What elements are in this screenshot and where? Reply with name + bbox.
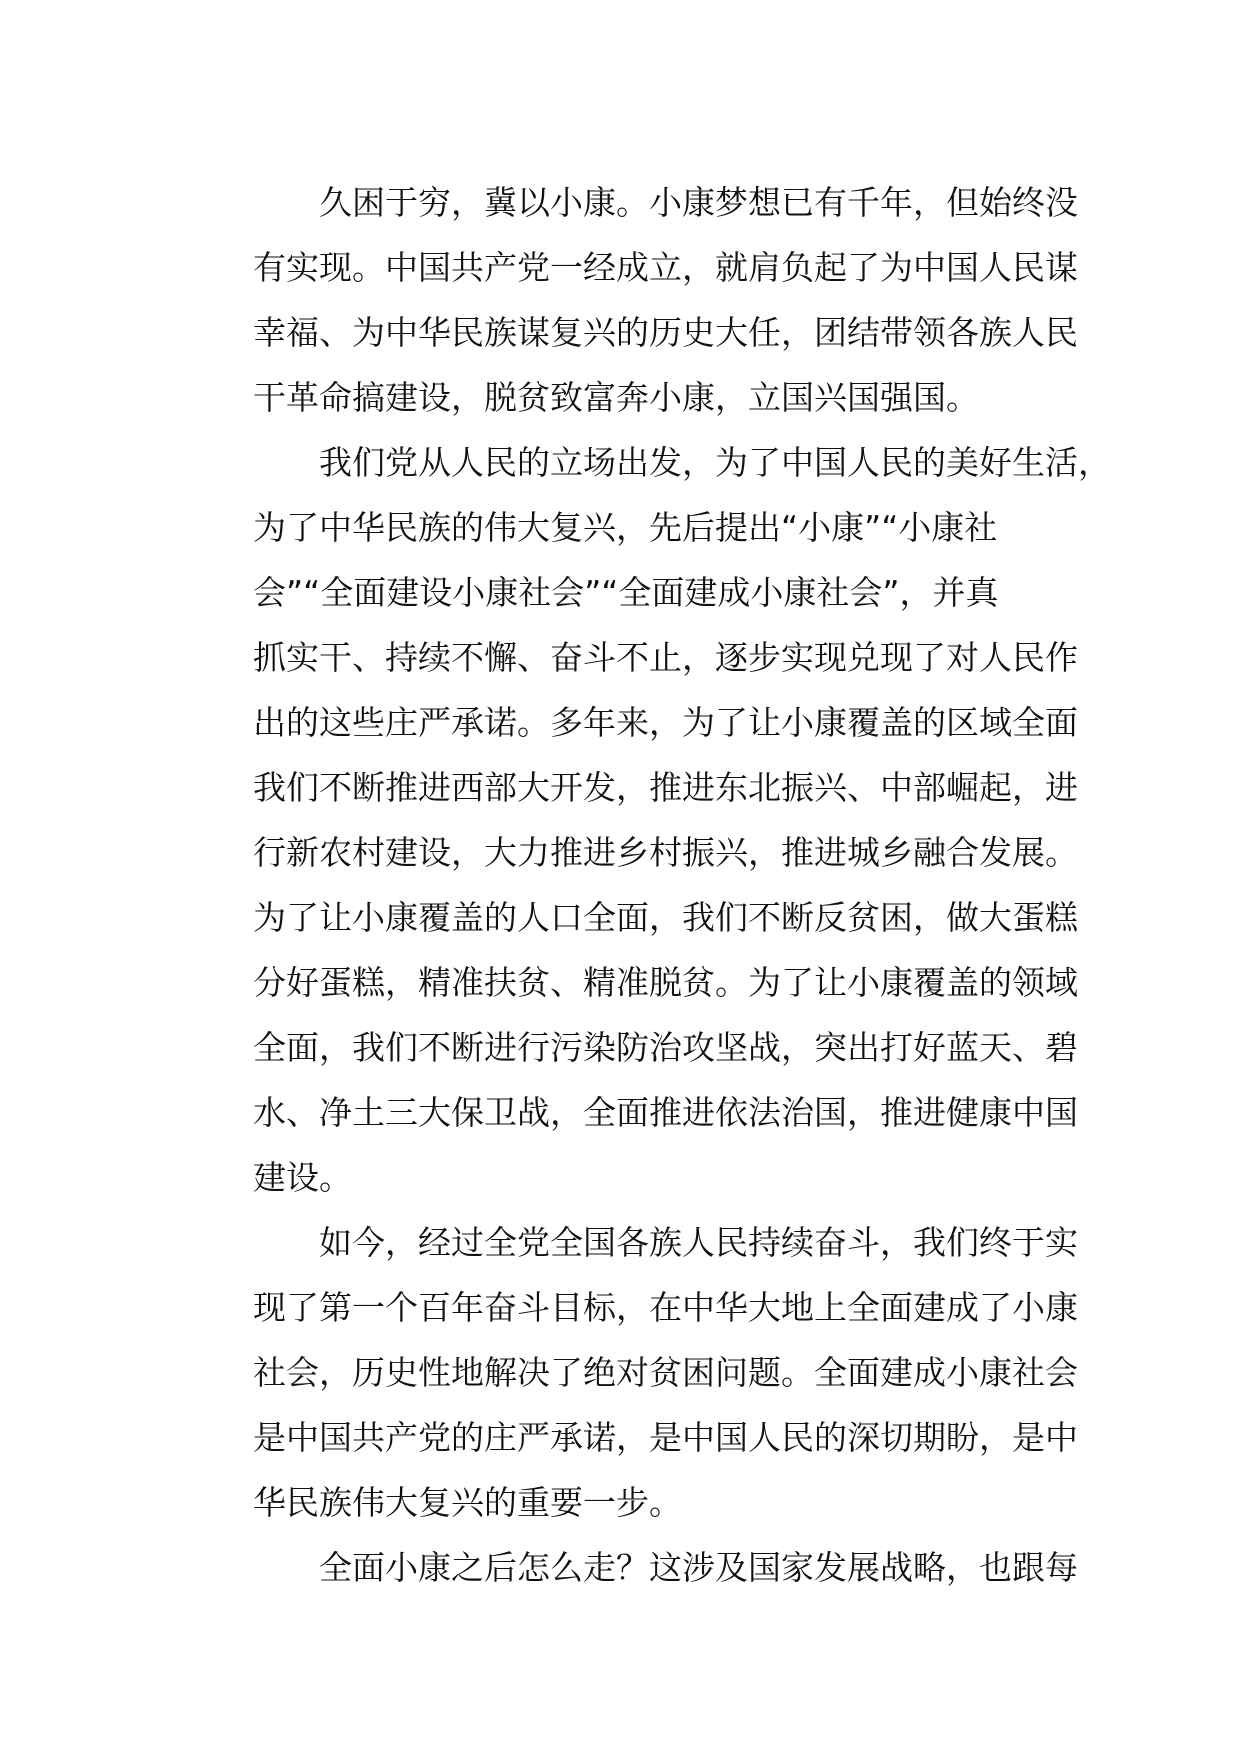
text-line: 为了中华民族的伟大复兴，先后提出“小康”“小康社	[253, 508, 998, 547]
text-line: 干革命搞建设，脱贫致富奔小康，立国兴国强国。	[253, 378, 979, 417]
text-line: 全面，我们不断进行污染防治攻坚战，突出打好蓝天、碧	[253, 1028, 1078, 1067]
text-line: 有实现。中国共产党一经成立，就肩负起了为中国人民谋	[253, 248, 1078, 287]
text-line: 水、净土三大保卫战，全面推进依法治国，推进健康中国	[253, 1093, 1078, 1132]
document-body	[187, 170, 1111, 1600]
paragraph-2	[187, 430, 1111, 1210]
text-line: 现了第一个百年奋斗目标，在中华大地上全面建成了小康	[253, 1288, 1078, 1327]
text-line: 是中国共产党的庄严承诺，是中国人民的深切期盼，是中	[253, 1418, 1078, 1457]
text-line: 出的这些庄严承诺。多年来，为了让小康覆盖的区域全面	[253, 703, 1078, 742]
text-line: 为了让小康覆盖的人口全面，我们不断反贫困，做大蛋糕	[253, 898, 1078, 937]
text-line: 幸福、为中华民族谋复兴的历史大任，团结带领各族人民	[253, 313, 1078, 352]
paragraph-1	[187, 170, 1087, 430]
text-line: 如今，经过全党全国各族人民持续奋斗，我们终于实	[319, 1223, 1078, 1262]
text-line: 分好蛋糕，精准扶贫、精准脱贫。为了让小康覆盖的领域	[253, 963, 1078, 1002]
text-line: 抓实干、持续不懈、奋斗不止，逐步实现兑现了对人民作	[253, 638, 1078, 677]
text-line: 久困于穷，冀以小康。小康梦想已有千年，但始终没	[319, 183, 1078, 222]
paragraph-4	[187, 1535, 1087, 1600]
text-line: 华民族伟大复兴的重要一步。	[253, 1483, 682, 1522]
text-line: 会”“全面建设小康社会”“全面建成小康社会”，并真	[253, 573, 999, 612]
paragraph-3	[187, 1210, 1087, 1535]
text-line: 我们党从人民的立场出发，为了中国人民的美好生活，	[319, 443, 1111, 482]
text-line: 社会，历史性地解决了绝对贫困问题。全面建成小康社会	[253, 1353, 1078, 1392]
text-line: 建设。	[253, 1158, 352, 1197]
text-line: 全面小康之后怎么走？这涉及国家发展战略，也跟每	[319, 1548, 1078, 1587]
text-line: 我们不断推进西部大开发，推进东北振兴、中部崛起，进	[253, 768, 1078, 807]
text-line: 行新农村建设，大力推进乡村振兴，推进城乡融合发展。	[253, 833, 1078, 872]
